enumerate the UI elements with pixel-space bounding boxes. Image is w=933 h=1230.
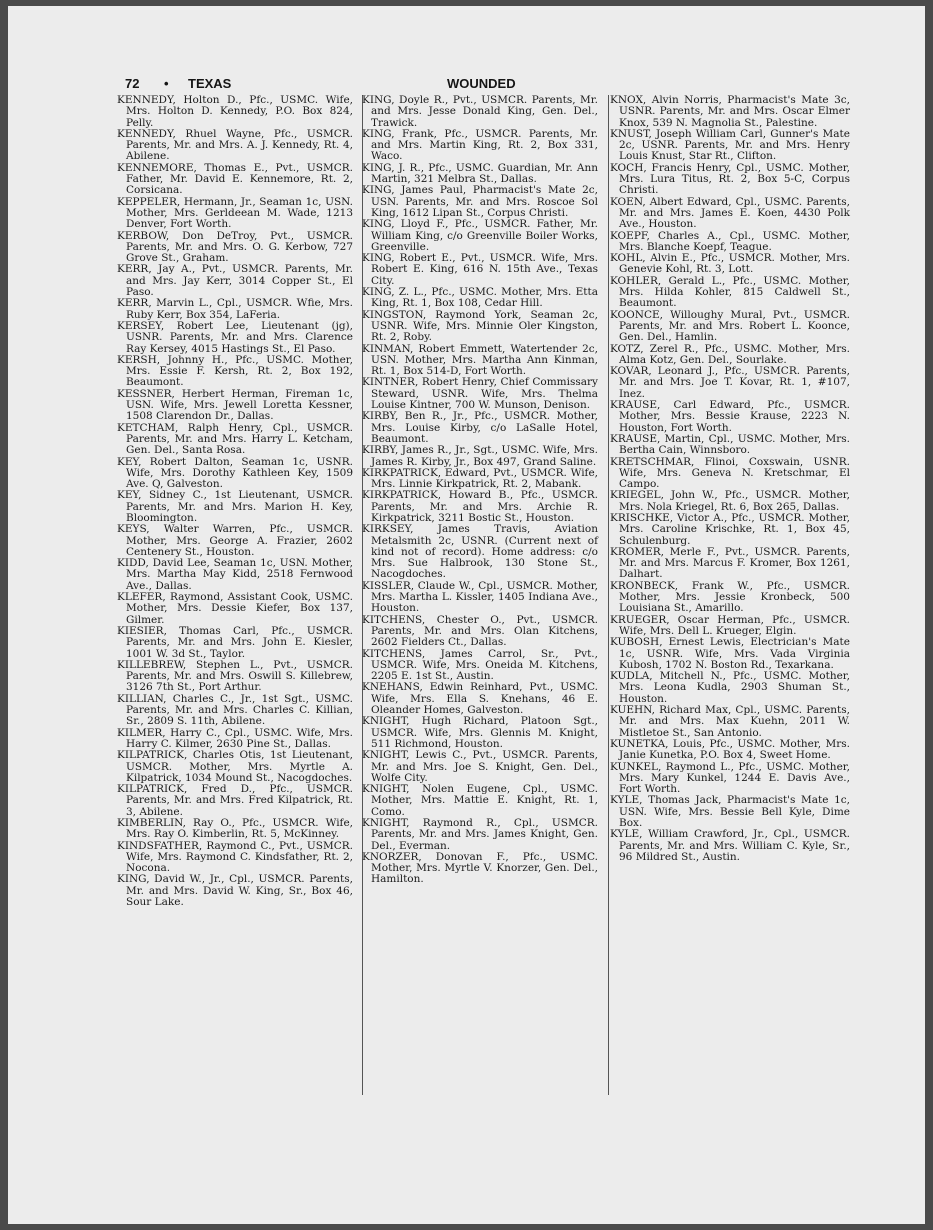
casualty-entry: KNORZER, Donovan F., Pfc., USMC. Mother, Mrs. Myrtle V. Knorzer, Gen. Del., Hamilton. [362,850,598,886]
state-heading: TEXAS [188,76,232,91]
casualty-entry: KIRBY, James R., Jr., Sgt., USMC. Wife, Mrs. James R. Kirby, Jr., Box 497, Grand Saline. [362,444,598,468]
casualty-entry: KING, Doyle R., Pvt., USMCR. Parents, Mr. and Mrs. Jesse Donald King, Gen. Del., Trawick. [362,94,598,129]
casualty-entry: KINTNER, Robert Henry, Chief Commissary Steward, USNR. Wife, Mrs. Thelma Louise Kintner, 700 W. Munson, Denison. [362,376,598,412]
casualty-entry: KNEHANS, Edwin Reinhard, Pvt., USMC. Wife, Mrs. Ella S. Knehans, 46 E. Oleander Homes, Galveston. [362,681,598,717]
casualty-entry: KILPATRICK, Fred D., Pfc., USMCR. Parents, Mr. and Mrs. Fred Kilpatrick, Rt. 3, Abilene. [117,783,353,818]
casualty-entry: KNIGHT, Hugh Richard, Platoon Sgt., USMCR. Wife, Mrs. Glennis M. Knight, 511 Richmond, Houston. [362,715,598,750]
casualty-entry: KINGSTON, Raymond York, Seaman 2c, USNR. Wife, Mrs. Minnie Oler Kingston, Rt. 2, Roby. [362,308,598,344]
casualty-entry: KNUST, Joseph William Carl, Gunner's Mate 2c, USNR. Parents, Mr. and Mrs. Henry Louis Knust, Star Rt., Clifton. [610,127,850,163]
casualty-entry: KERBOW, Don DeTroy, Pvt., USMCR. Parents, Mr. and Mrs. O. G. Kerbow, 727 Grove St., Graham. [117,229,353,265]
column-1 [117,95,353,908]
casualty-entry: KERSEY, Robert Lee, Lieutenant (jg), USNR. Parents, Mr. and Mrs. Clarence Ray Kersey, 4015 Hastings St., El Paso. [117,319,353,355]
casualty-entry: KITCHENS, Chester O., Pvt., USMCR. Parents, Mr. and Mrs. Olan Kitchens, 2602 Fielders Ct., Dallas. [362,613,598,649]
casualty-entry: KERR, Marvin L., Cpl., USMCR. Wfie, Mrs. Ruby Kerr, Box 354, LaFeria. [117,297,353,321]
casualty-entry: KIMBERLIN, Ray O., Pfc., USMCR. Wife, Mrs. Ray O. Kimberlin, Rt. 5, McKinney. [117,817,353,841]
casualty-entry: KILLEBREW, Stephen L., Pvt., USMCR. Parents, Mr. and Mrs. Oswill S. Killebrew, 3126 7th St., Port Arthur. [117,658,353,694]
section-heading: WOUNDED [447,76,516,91]
casualty-entry: KOEN, Albert Edward, Cpl., USMC. Parents, Mr. and Mrs. James E. Koen, 4430 Polk Ave., Houston. [610,195,850,231]
casualty-entry: KERR, Jay A., Pvt., USMCR. Parents, Mr. and Mrs. Jay Kerr, 3014 Copper St., El Paso. [117,263,353,299]
casualty-entry: KOTZ, Zerel R., Pfc., USMC. Mother, Mrs. Alma Kotz, Gen. Del., Sourlake. [610,342,850,366]
casualty-entry: KNOX, Alvin Norris, Pharmacist's Mate 3c, USNR. Parents, Mr. and Mrs. Oscar Elmer Knox, 539 N. Magnolia St., Palestine. [610,94,850,129]
casualty-entry: KING, Frank, Pfc., USMCR. Parents, Mr. and Mrs. Martin King, Rt. 2, Box 331, Waco. [362,127,598,163]
casualty-entry: KITCHENS, James Carrol, Sr., Pvt., USMCR. Wife, Mrs. Oneida M. Kitchens, 2205 E. 1st St., Austin. [362,647,598,683]
casualty-entry: KINMAN, Robert Emmett, Watertender 2c, USN. Mother, Mrs. Martha Ann Kinman, Rt. 1, Box 514-D, Fort Worth. [362,342,598,378]
casualty-entry: KYLE, William Crawford, Jr., Cpl., USMCR. Parents, Mr. and Mrs. William C. Kyle, Sr., 96 Mildred St., Austin. [610,828,850,863]
casualty-entry: KNIGHT, Nolen Eugene, Cpl., USMC. Mother, Mrs. Mattie E. Knight, Rt. 1, Como. [362,783,598,818]
casualty-entry: KESSNER, Herbert Herman, Fireman 1c, USN. Wife, Mrs. Jewell Loretta Kessner, 1508 Clarendon Dr., Dallas. [117,387,353,423]
casualty-entry: KROMER, Merle F., Pvt., USMCR. Parents, Mr. and Mrs. Marcus F. Kromer, Box 1261, Dalhart. [610,545,850,581]
casualty-entry: KEY, Sidney C., 1st Lieutenant, USMCR. Parents, Mr. and Mrs. Marion H. Key, Bloomington. [117,489,353,524]
column-rule-2 [608,95,609,1095]
casualty-entry: KIRBY, Ben R., Jr., Pfc., USMCR. Mother, Mrs. Louise Kirby, c/o LaSalle Hotel, Beaumont. [362,410,598,445]
bullet-separator: • [164,76,169,91]
casualty-entry: KING, James Paul, Pharmacist's Mate 2c, USN. Parents, Mr. and Mrs. Roscoe Sol King, 1612 Lipan St., Corpus Christi. [362,184,598,219]
casualty-entry: KLEFER, Raymond, Assistant Cook, USMC. Mother, Mrs. Dessie Kiefer, Box 137, Gilmer. [117,591,353,626]
casualty-entry: KOEPF, Charles A., Cpl., USMC. Mother, Mrs. Blanche Koepf, Teague. [610,229,850,253]
casualty-entry: KRIEGEL, John W., Pfc., USMCR. Mother, Mrs. Nola Kriegel, Rt. 6, Box 265, Dallas. [610,489,850,513]
casualty-entry: KILMER, Harry C., Cpl., USMC. Wife, Mrs. Harry C. Kilmer, 2630 Pine St., Dallas. [117,726,353,750]
casualty-entry: KIRKSEY, James Travis, Aviation Metalsmith 2c, USNR. (Current next of kind not of record). Home address: c/o Mrs. Sue Halbrook, 130 Stone St., Nacogdoches. [362,523,598,581]
casualty-entry: KIDD, David Lee, Seaman 1c, USN. Mother, Mrs. Martha May Kidd, 2518 Fernwood Ave., Dallas. [117,557,353,592]
casualty-entry: KRAUSE, Martin, Cpl., USMC. Mother, Mrs. Bertha Cain, Winnsboro. [610,432,850,457]
casualty-entry: KUNETKA, Louis, Pfc., USMC. Mother, Mrs. Janie Kunetka, P.O. Box 4, Sweet Home. [610,737,850,762]
casualty-entry: KING, Z. L., Pfc., USMC. Mother, Mrs. Etta King, Rt. 1, Box 108, Cedar Hill. [362,286,598,310]
casualty-entry: KOHL, Alvin E., Pfc., USMCR. Mother, Mrs. Genevie Kohl, Rt. 3, Lott. [610,252,850,276]
casualty-entry: KOCH, Francis Henry, Cpl., USMC. Mother, Mrs. Lura Titus, Rt. 2, Box 5-C, Corpus Christi. [610,161,850,197]
casualty-entry: KENNEDY, Holton D., Pfc., USMC. Wife, Mrs. Holton D. Kennedy, P.O. Box 824, Pelly. [117,94,353,129]
casualty-entry: KISSLER, Claude W., Cpl., USMCR. Mother, Mrs. Martha L. Kissler, 1405 Indiana Ave., Houston. [362,579,598,615]
casualty-entry: KIESIER, Thomas Carl, Pfc., USMCR. Parents, Mr. and Mrs. John E. Kiesler, 1001 W. 3d St., Taylor. [117,624,353,660]
casualty-entry: KRISCHKE, Victor A., Pfc., USMCR. Mother, Mrs. Caroline Krischke, Rt. 1, Box 45, Schulenburg. [610,511,850,547]
casualty-entry: KEPPELER, Hermann, Jr., Seaman 1c, USN. Mother, Mrs. Gerldeean M. Wade, 1213 Denver, Fort Worth. [117,195,353,231]
page-number: 72 [125,76,140,91]
casualty-entry: KING, David W., Jr., Cpl., USMCR. Parents, Mr. and Mrs. David W. King, Sr., Box 46, Sour Lake. [117,873,353,909]
casualty-entry: KRETSCHMAR, Flinoi, Coxswain, USNR. Wife, Mrs. Geneva N. Kretschmar, El Campo. [610,455,850,491]
casualty-entry: KING, Lloyd F., Pfc., USMCR. Father, Mr. William King, c/o Greenville Boiler Works, Greenville. [362,218,598,253]
column-2 [362,95,598,886]
casualty-entry: KENNEMORE, Thomas E., Pvt., USMCR. Father, Mr. David E. Kennemore, Rt. 2, Corsicana. [117,161,353,197]
casualty-entry: KILPATRICK, Charles Otis, 1st Lieutenant, USMCR. Mother, Mrs. Myrtle A. Kilpatrick, 1034 Mound St., Nacogdoches. [117,749,353,784]
casualty-entry: KUDLA, Mitchell N., Pfc., USMC. Mother, Mrs. Leona Kudla, 2903 Shuman St., Houston. [610,670,850,705]
casualty-entry: KYLE, Thomas Jack, Pharmacist's Mate 1c, USN. Wife, Mrs. Bessie Bell Kyle, Dime Box. [610,794,850,829]
casualty-entry: KUEHN, Richard Max, Cpl., USMC. Parents, Mr. and Mrs. Max Kuehn, 2011 W. Mistletoe St., San Antonio. [610,704,850,739]
casualty-entry: KEYS, Walter Warren, Pfc., USMCR. Mother, Mrs. George A. Frazier, 2602 Centenery St., Houston. [117,523,353,558]
casualty-entry: KOONCE, Willoughy Mural, Pvt., USMCR. Parents, Mr. and Mrs. Robert L. Koonce, Gen. Del., Hamlin. [610,308,850,344]
casualty-entry: KETCHAM, Ralph Henry, Cpl., USMCR. Parents, Mr. and Mrs. Harry L. Ketcham, Gen. Del., Santa Rosa. [117,421,353,457]
column-3 [610,95,850,863]
casualty-entry: KRUEGER, Oscar Herman, Pfc., USMCR. Wife, Mrs. Dell L. Krueger, Elgin. [610,613,850,637]
casualty-entry: KINDSFATHER, Raymond C., Pvt., USMCR. Wife, Mrs. Raymond C. Kindsfather, Rt. 2, Nocona. [117,839,353,875]
page-header [125,76,870,94]
casualty-entry: KERSH, Johnny H., Pfc., USMC. Mother, Mrs. Essie F. Kersh, Rt. 2, Box 192, Beaumont. [117,353,353,389]
casualty-entry: KILLIAN, Charles C., Jr., 1st Sgt., USMC. Parents, Mr. and Mrs. Charles C. Killian, Sr., 2809 S. 11th, Abilene. [117,692,353,728]
casualty-entry: KIRKPATRICK, Howard B., Pfc., USMCR. Parents, Mr. and Mrs. Archie R. Kirkpatrick, 3211 Bostic St., Houston. [362,489,598,524]
casualty-entry: KUBOSH, Ernest Lewis, Electrician's Mate 1c, USNR. Wife, Mrs. Vada Virginia Kubosh, 1702 N. Boston Rd., Texarkana. [610,636,850,671]
casualty-entry: KING, J. R., Pfc., USMC. Guardian, Mr. Ann Martin, 321 Melbra St., Dallas. [362,161,598,186]
casualty-entry: KNIGHT, Raymond R., Cpl., USMCR. Parents, Mr. and Mrs. James Knight, Gen. Del., Everman. [362,817,598,852]
casualty-entry: KUNKEL, Raymond L., Pfc., USMC. Mother, Mrs. Mary Kunkel, 1244 E. Davis Ave., Fort Worth. [610,760,850,796]
casualty-entry: KING, Robert E., Pvt., USMCR. Wife, Mrs. Robert E. King, 616 N. 15th Ave., Texas City. [362,252,598,287]
casualty-entry: KIRKPATRICK, Edward, Pvt., USMCR. Wife, Mrs. Linnie Kirkpatrick, Rt. 2, Mabank. [362,466,598,491]
casualty-entry: KRAUSE, Carl Edward, Pfc., USMCR. Mother, Mrs. Bessie Krause, 2223 N. Houston, Fort Worth. [610,399,850,434]
casualty-entry: KEY, Robert Dalton, Seaman 1c, USNR. Wife, Mrs. Dorothy Kathleen Key, 1509 Ave. Q, Galveston. [117,455,353,491]
casualty-entry: KOHLER, Gerald L., Pfc., USMC. Mother, Mrs. Hilda Kohler, 815 Caldwell St., Beaumont. [610,274,850,310]
casualty-entry: KENNEDY, Rhuel Wayne, Pfc., USMCR. Parents, Mr. and Mrs. A. J. Kennedy, Rt. 4, Abilene. [117,127,353,163]
casualty-entry: KNIGHT, Lewis C., Pvt., USMCR. Parents, Mr. and Mrs. Joe S. Knight, Gen. Del., Wolfe City. [362,749,598,784]
casualty-entry: KOVAR, Leonard J., Pfc., USMCR. Parents, Mr. and Mrs. Joe T. Kovar, Rt. 1, #107, Inez. [610,365,850,400]
casualty-entry: KRONBECK, Frank W., Pfc., USMCR. Mother, Mrs. Jessie Kronbeck, 500 Louisiana St., Amarillo. [610,579,850,615]
